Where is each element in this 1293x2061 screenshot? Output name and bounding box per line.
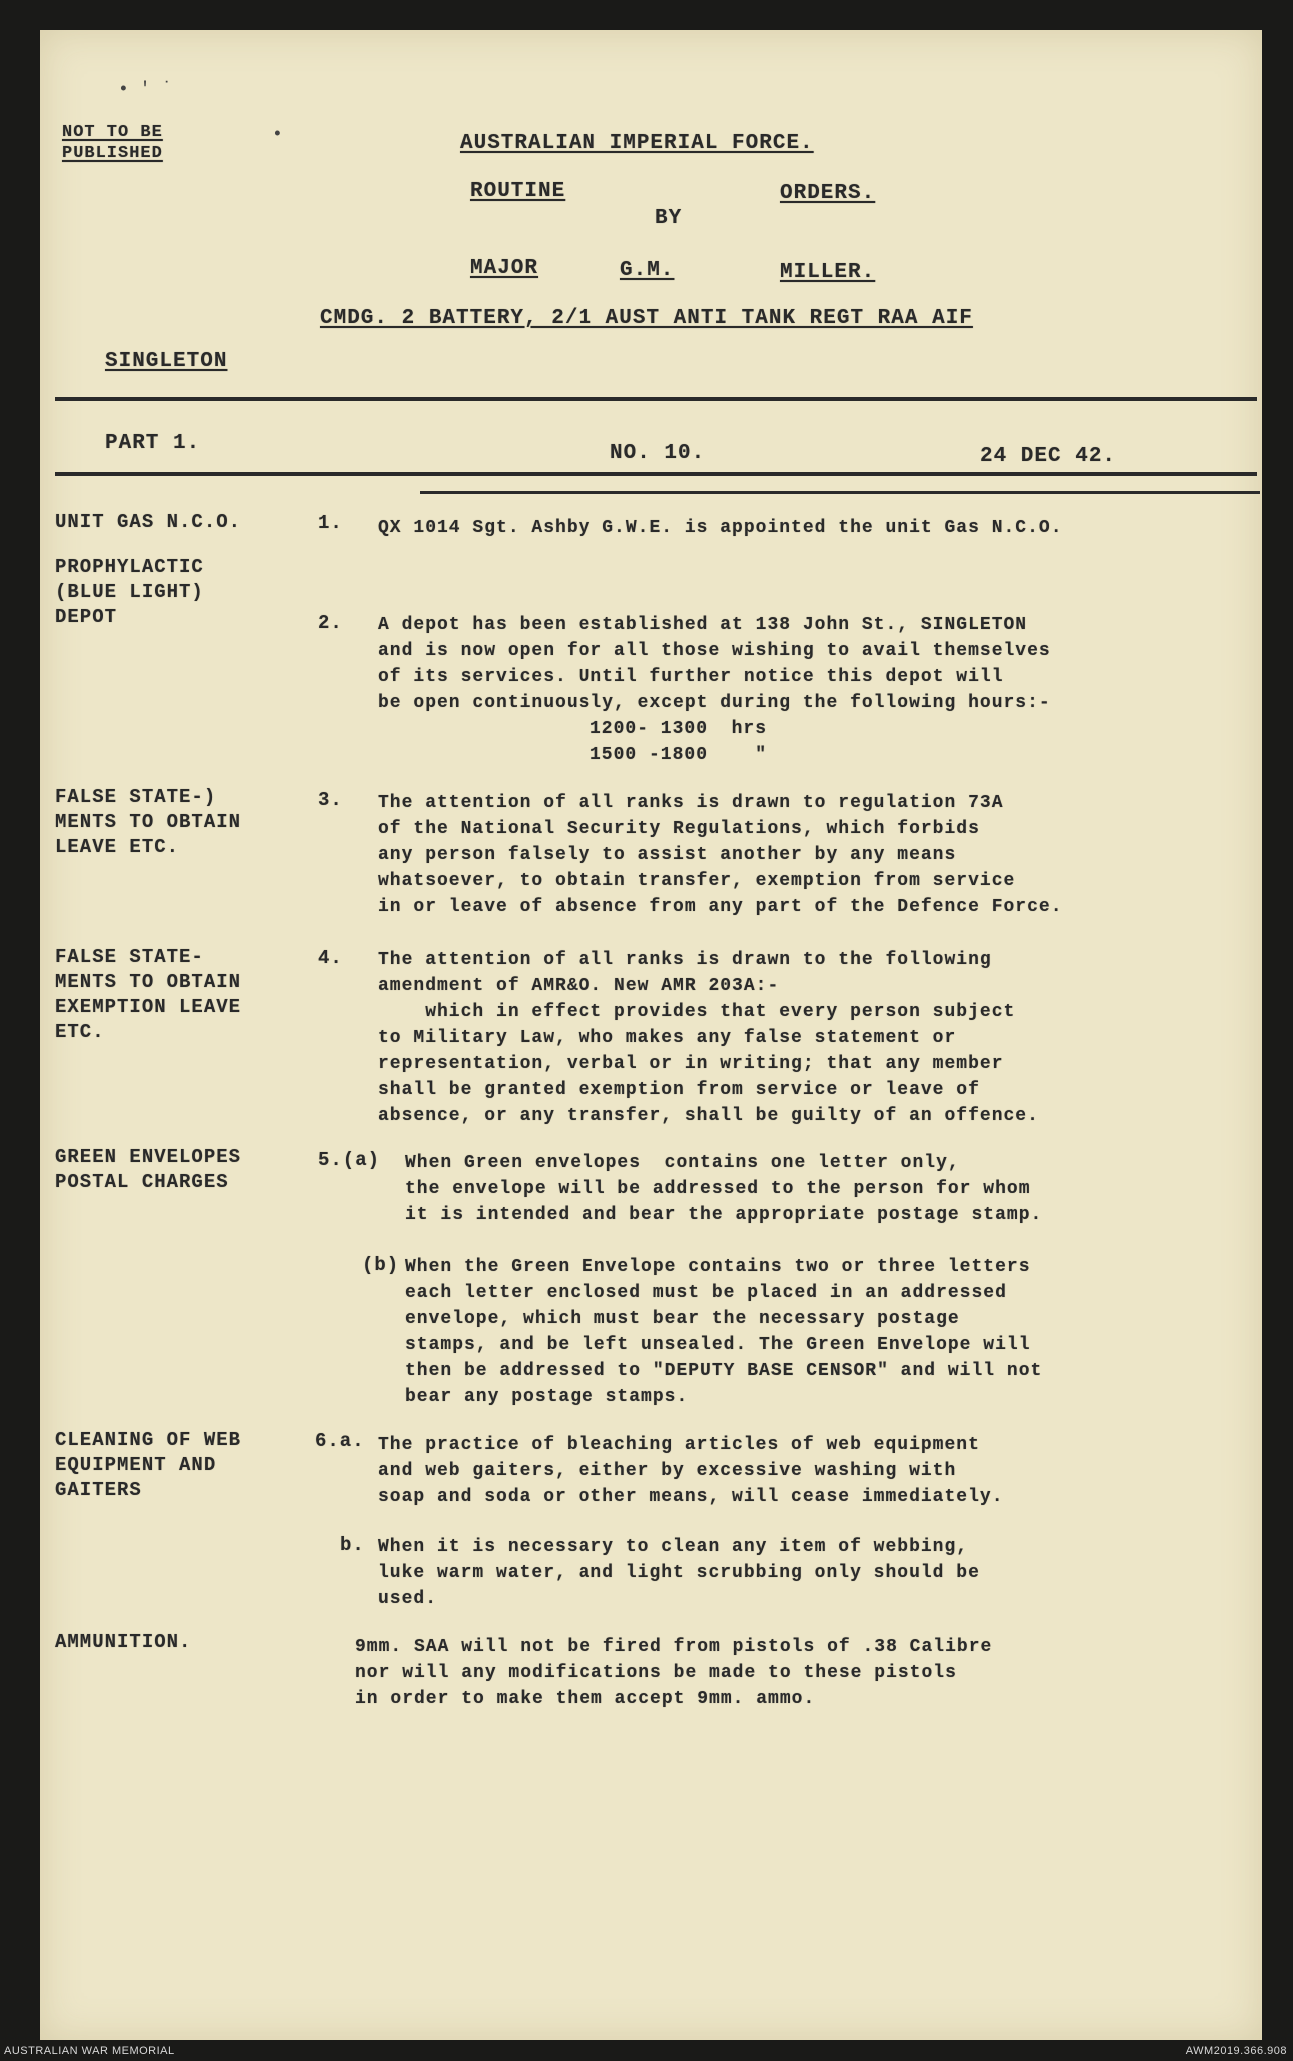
item-label: FALSE STATE- MENTS TO OBTAIN EXEMPTION LEAVE ETC. — [55, 946, 242, 1043]
location: SINGLETON — [105, 350, 228, 373]
order-date: 24 DEC 42. — [980, 445, 1117, 468]
sub-item-number: b. — [340, 1534, 365, 1556]
routine-heading: ROUTINE — [470, 180, 566, 203]
item-number: 6.a. — [315, 1430, 365, 1452]
item-label: AMMUNITION. — [55, 1631, 192, 1653]
item-label: PROPHYLACTIC (BLUE LIGHT) DEPOT — [55, 556, 204, 628]
item-text: The attention of all ranks is drawn to regulation 73A of the National Security Regulations, which forbids any person falsely to assist another by any means whatsoever, to obtain transfer, exemption from service in or leave of absence from any part of the Defence Force. — [378, 793, 1063, 917]
item-label: UNIT GAS N.C.O. — [55, 511, 242, 533]
divider — [55, 472, 1257, 476]
force-heading: AUSTRALIAN IMPERIAL FORCE. — [460, 132, 814, 155]
order-number: NO. 10. — [610, 442, 706, 465]
part-number: PART 1. — [105, 432, 201, 455]
item-number: 4. — [318, 947, 343, 969]
surname: MILLER. — [780, 261, 876, 284]
divider — [55, 397, 1257, 401]
command-heading: CMDG. 2 BATTERY, 2/1 AUST ANTI TANK REGT RAA AIF — [320, 307, 973, 330]
item-text: QX 1014 Sgt. Ashby G.W.E. is appointed the unit Gas N.C.O. — [378, 518, 1063, 538]
hours-line: 1500 -1800 " — [590, 745, 768, 765]
item-number: 2. — [318, 612, 343, 634]
initials: G.M. — [620, 259, 675, 282]
ink-marks: • — [272, 125, 283, 145]
item-text: 9mm. SAA will not be fired from pistols of .38 Calibre nor will any modifications be made to these pistols in order to make them accept 9mm. ammo. — [355, 1637, 993, 1709]
item-text: The practice of bleaching articles of web equipment and web gaiters, either by excessive washing with soap and soda or other means, will cease immediately. — [378, 1435, 1004, 1507]
item-number: 5.(a) — [318, 1149, 381, 1171]
footer-source: AUSTRALIAN WAR MEMORIAL — [4, 2045, 175, 2057]
by-heading: BY — [655, 207, 683, 230]
divider — [420, 491, 1260, 494]
item-text: The attention of all ranks is drawn to the following amendment of AMR&O. New AMR 203A:- which in effect provides that every person subject to Military Law, who makes any false statement or representation, verbal or in writing; that any member shall be granted exemption from service or leave of absence, or any transfer, shall be guilty of an offence. — [378, 950, 1039, 1126]
orders-heading: ORDERS. — [780, 182, 876, 205]
item-text: A depot has been established at 138 John St., SINGLETON and is now open for all those wishing to avail themselves of its services. Until further notice this depot will be open continuously, except during the following hours:- — [378, 615, 1051, 713]
sub-item-text: When it is necessary to clean any item of webbing, luke warm water, and light scrubbing only should be used. — [378, 1537, 980, 1609]
rank: MAJOR — [470, 257, 539, 280]
sub-item-number: (b) — [362, 1254, 400, 1276]
item-label: FALSE STATE-) MENTS TO OBTAIN LEAVE ETC. — [55, 786, 242, 858]
hours-line: 1200- 1300 hrs — [590, 719, 768, 739]
not-published-line1: NOT TO BE — [62, 123, 163, 142]
item-label: GREEN ENVELOPES POSTAL CHARGES — [55, 1146, 242, 1193]
sub-item-text: When the Green Envelope contains two or three letters each letter enclosed must be placed in an addressed envelope, which must bear the necessary postage stamps, and be left unsealed. The Green Envelope will then be addressed to "DEPUTY BASE CENSOR" and will not bear any postage stamps. — [405, 1257, 1043, 1407]
item-text: When Green envelopes contains one letter only, the envelope will be addressed to the person for whom it is intended and bear the appropriate postage stamp. — [405, 1153, 1043, 1225]
footer-accession: AWM2019.366.908 — [1185, 2045, 1287, 2057]
ink-marks: • ' ˙ — [118, 80, 173, 100]
item-number: 1. — [318, 512, 343, 534]
item-number: 3. — [318, 789, 343, 811]
not-published-line2: PUBLISHED — [62, 144, 163, 163]
item-label: CLEANING OF WEB EQUIPMENT AND GAITERS — [55, 1429, 242, 1501]
